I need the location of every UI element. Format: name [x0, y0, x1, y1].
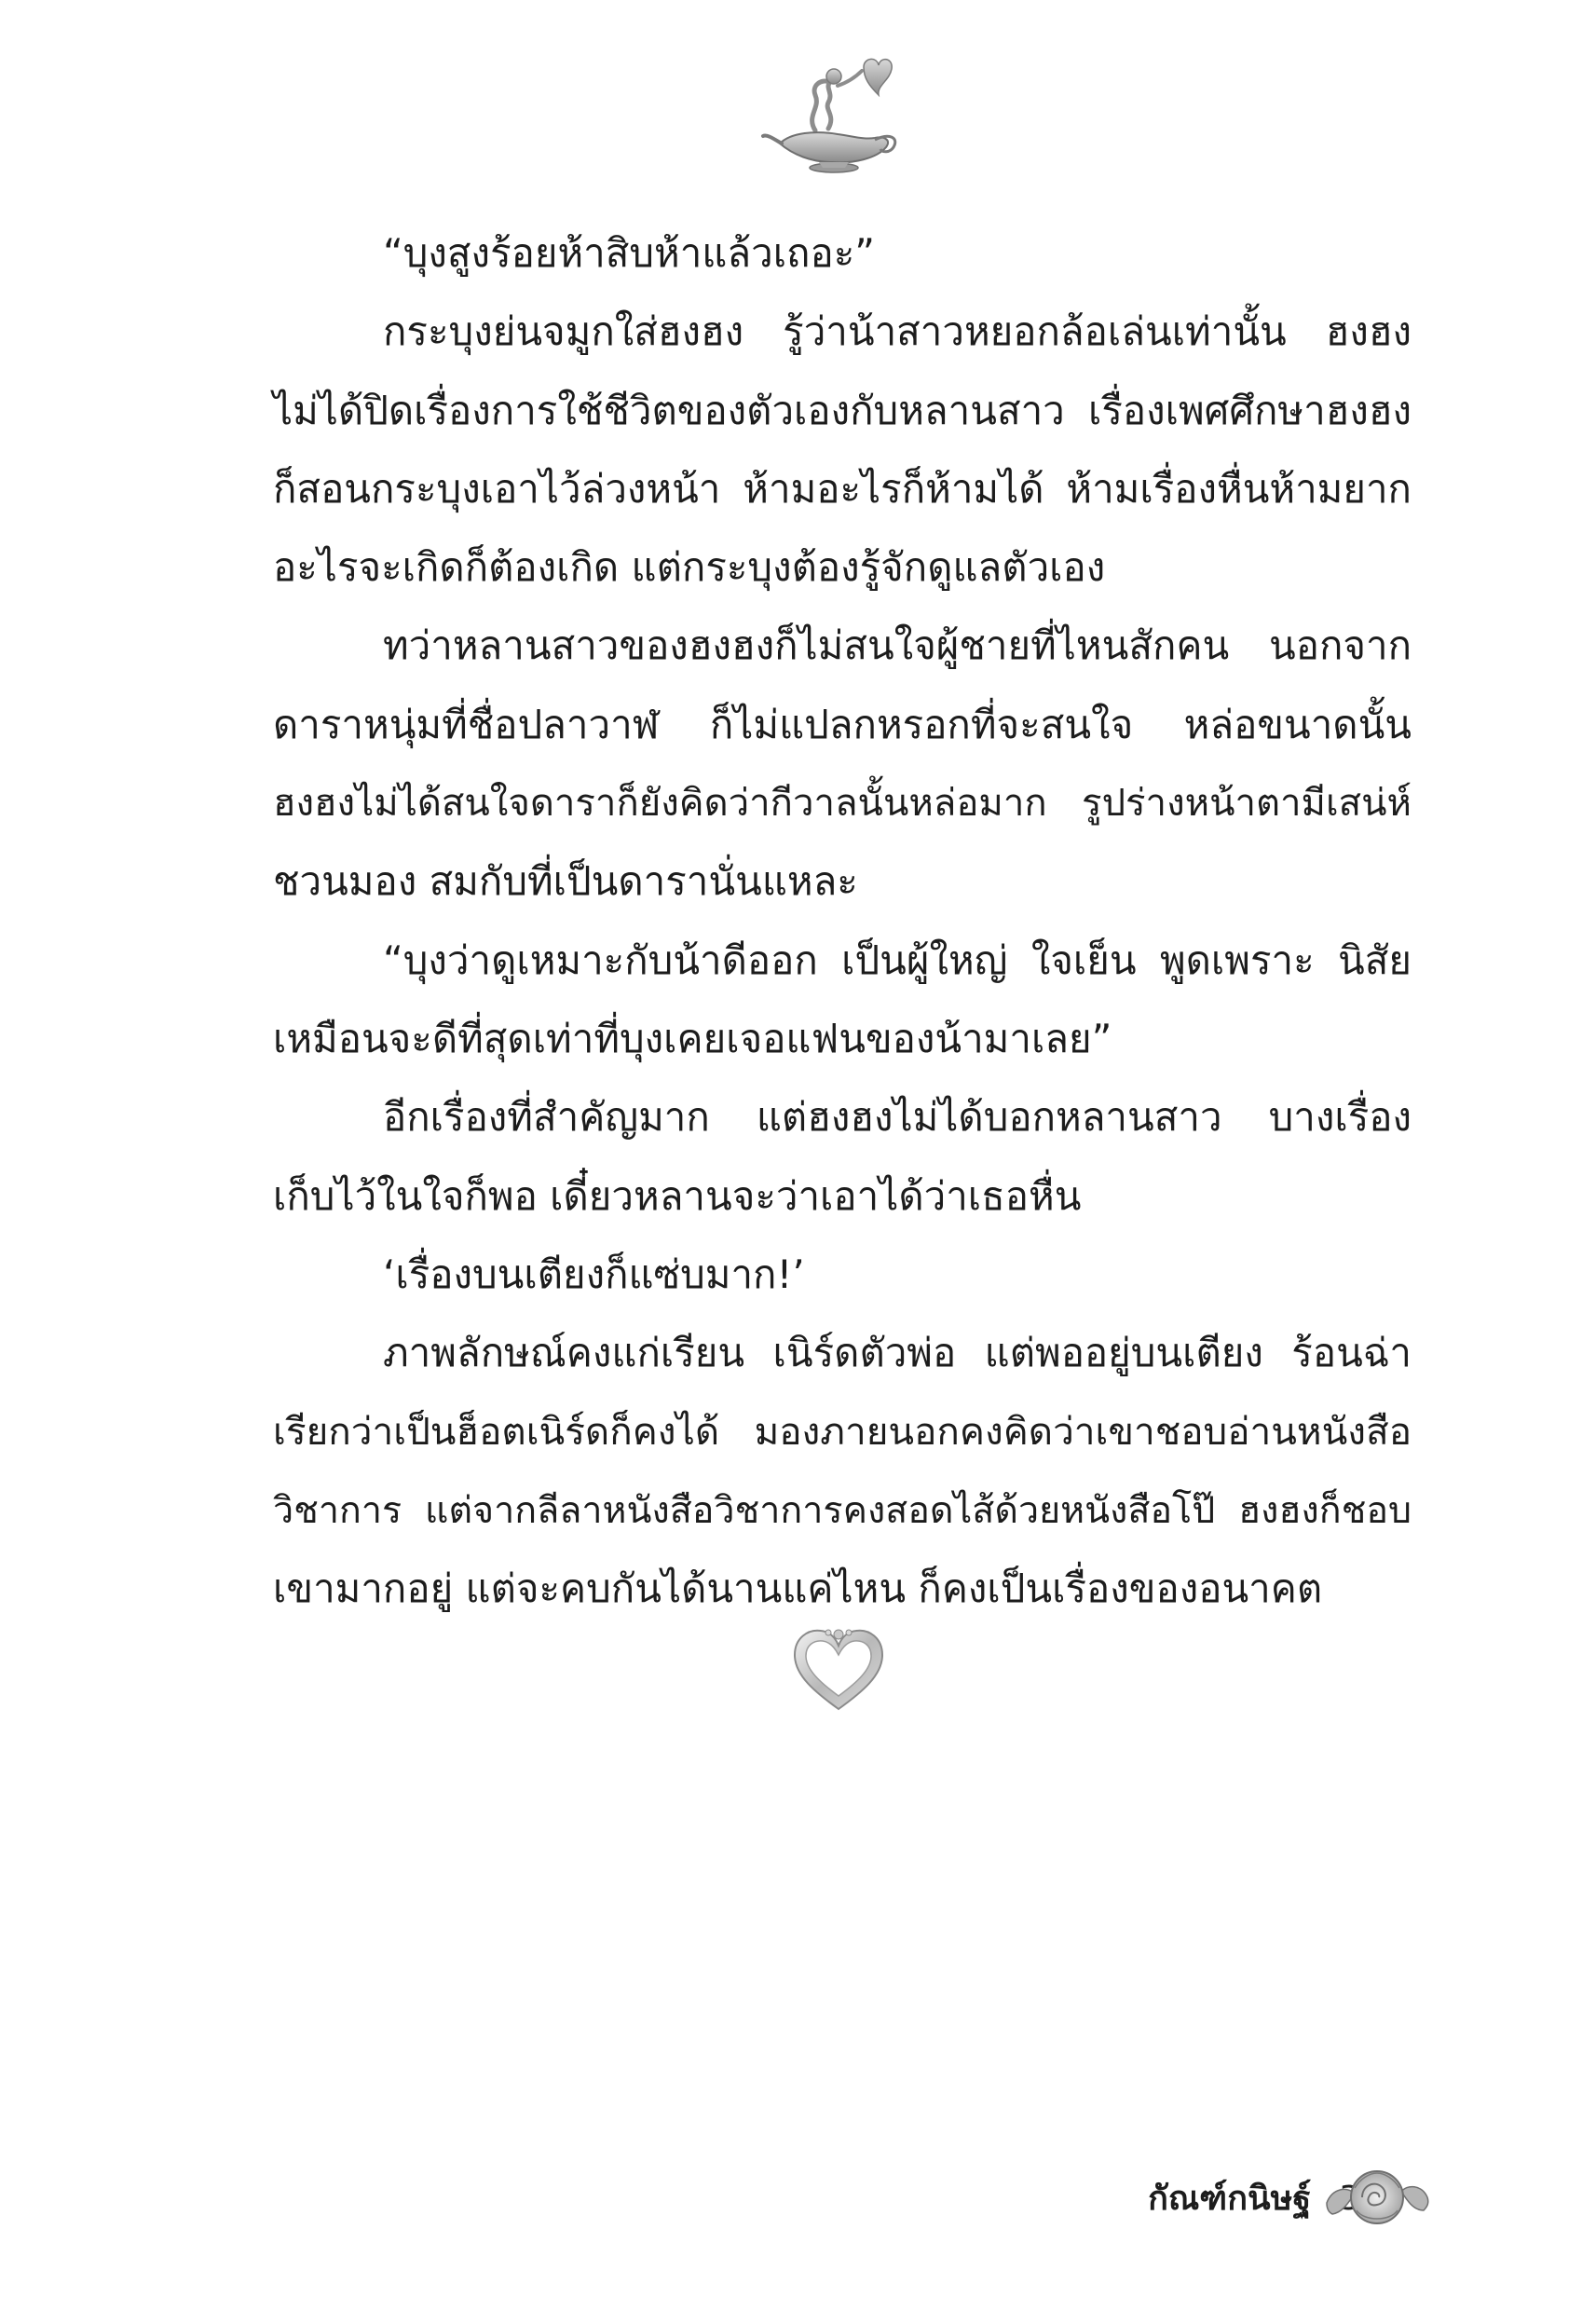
- text-line: ไม่ได้ปิดเรื่องการใช้ชีวิตของตัวเองกับหลานสาว เรื่องเพศศึกษาฮงฮง: [273, 387, 1412, 433]
- text-line: ก็สอนกระบุงเอาไว้ล่วงหน้า ห้ามอะไรก็ห้ามได้ ห้ามเรื่องหื่นห้ามยาก: [273, 465, 1412, 512]
- text-line: เหมือนจะดีที่สุดเท่าที่บุงเคยเจอแฟนของน้ามาเลย”: [273, 1015, 1112, 1061]
- rose-icon: [1321, 2160, 1433, 2235]
- text-line: กระบุงย่นจมูกใส่ฮงฮง รู้ว่าน้าสาวหยอกล้อเล่นเท่านั้น ฮงฮง: [383, 308, 1412, 355]
- text-line: วิชาการ แต่จากลีลาหนังสือวิชาการคงสอดไส้ด้วยหนังสือโป๊ ฮงฮงก็ชอบ: [273, 1488, 1412, 1532]
- text-line: อีกเรื่องที่สำคัญมาก แต่ฮงฮงไม่ได้บอกหลานสาว บางเรื่อง: [383, 1094, 1412, 1141]
- body-text: [273, 214, 1412, 1628]
- text-line: “บุงว่าดูเหมาะกับน้าดีออก เป็นผู้ใหญ่ ใจเย็น พูดเพราะ นิสัย: [383, 937, 1412, 983]
- text-line: เก็บไว้ในใจก็พอ เดี๋ยวหลานจะว่าเอาได้ว่าเธอหื่น: [273, 1172, 1082, 1219]
- text-line: ดาราหนุ่มที่ชื่อปลาวาฬ ก็ไม่แปลกหรอกที่จะสนใจ หล่อขนาดนั้น: [273, 701, 1412, 747]
- text-line: ทว่าหลานสาวของฮงฮงก็ไม่สนใจผู้ชายที่ไหนสักคน นอกจาก: [383, 622, 1412, 669]
- text-line: ภาพลักษณ์คงแก่เรียน เนิร์ดตัวพ่อ แต่พออยู่บนเตียง ร้อนฉ่า: [383, 1330, 1412, 1376]
- text-line: ‘เรื่องบนเตียงก็แซ่บมาก!’: [383, 1251, 805, 1297]
- text-line: อะไรจะเกิดก็ต้องเกิด แต่กระบุงต้องรู้จักดูแลตัวเอง: [273, 544, 1106, 591]
- book-title: กัณฑ์กนิษฐ์: [1148, 2180, 1312, 2218]
- text-line: ชวนมอง สมกับที่เป็นดารานั่นแหละ: [273, 858, 858, 905]
- text-line: เรียกว่าเป็นฮ็อตเนิร์ดก็คงได้ มองภายนอกคงคิดว่าเขาชอบอ่านหนังสือ: [273, 1409, 1412, 1455]
- text-line: เขามากอยู่ แต่จะคบกันได้นานแค่ไหน ก็คงเป็นเรื่องของอนาคต: [273, 1566, 1323, 1612]
- genie-lamp-icon: [759, 54, 908, 175]
- text-line: “บุงสูงร้อยห้าสิบห้าแล้วเถอะ”: [383, 230, 876, 276]
- text-line: ฮงฮงไม่ได้สนใจดาราก็ยังคิดว่ากีวาลนั้นหล่อมาก รูปร่างหน้าตามีเสน่ห์: [273, 782, 1412, 826]
- heart-frame-icon: [787, 1621, 890, 1715]
